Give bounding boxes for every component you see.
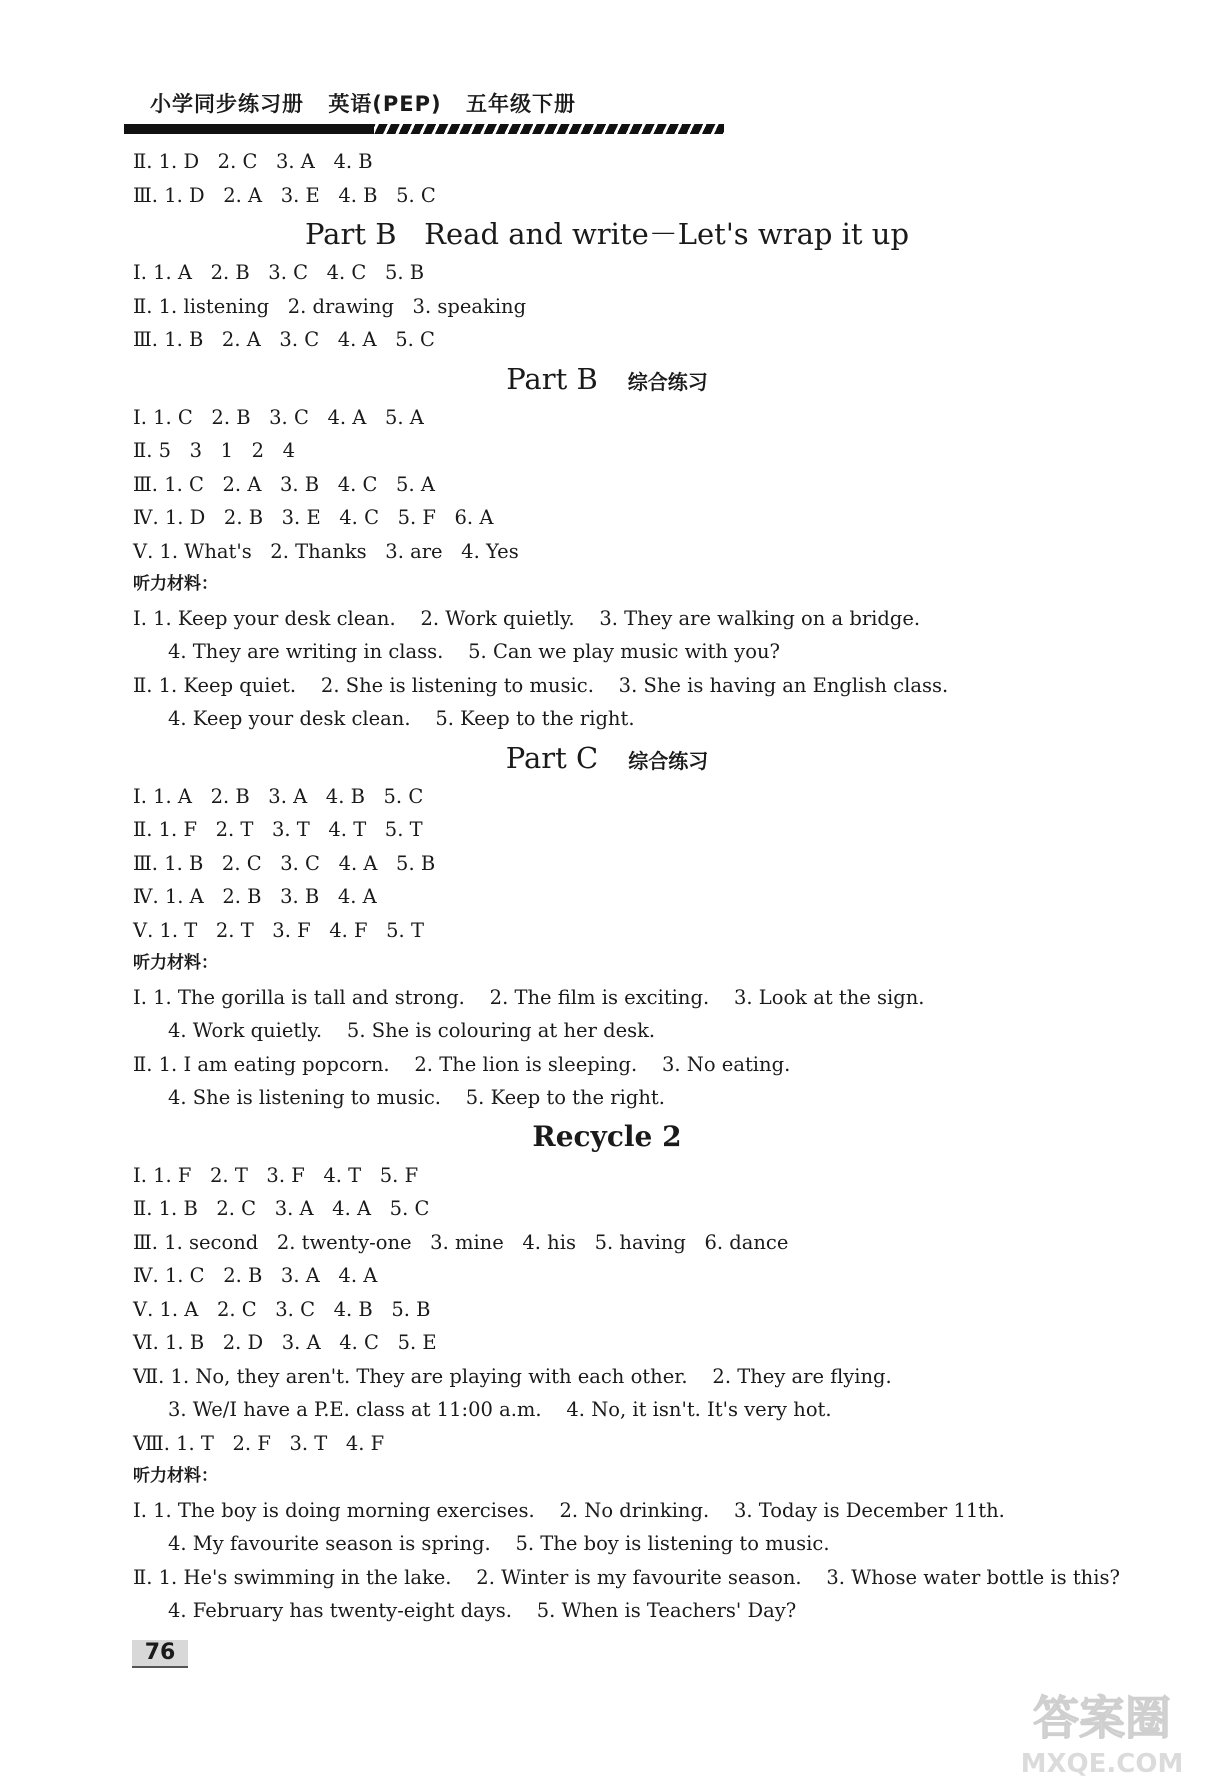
section-heading-text: Part C [505,740,599,775]
answer-line: Ⅱ. 1. D 2. C 3. A 4. B [133,150,373,173]
answer-line: Ⅰ. 1. C 2. B 3. C 4. A 5. A [133,405,424,429]
answer-line: Ⅷ. 1. T 2. F 3. T 4. F [133,1431,385,1455]
book-title: 小学同步练习册 [150,92,304,116]
answer-line: Ⅱ. 1. He's swimming in the lake. 2. Winter is my favourite season. 3. Whose water bottle is this? [133,1565,1120,1589]
page-number: 76 [132,1640,188,1668]
subject-label: 英语(PEP) [328,92,442,116]
answer-line: Ⅰ. 1. A 2. B 3. C 4. C 5. B [133,261,425,284]
answer-line: Ⅱ. 1. I am eating popcorn. 2. The lion is sleeping. 3. No eating. [133,1052,791,1076]
answer-content [0,145,1214,1628]
answer-line: Ⅲ. 1. C 2. A 3. B 4. C 5. A [133,472,435,496]
answer-line: Ⅴ. 1. A 2. C 3. C 4. B 5. B [133,1297,431,1321]
answer-line: Ⅱ. 1. Keep quiet. 2. She is listening to music. 3. She is having an English class. [133,673,949,697]
answer-line: 4. She is listening to music. 5. Keep to the right. [168,1086,665,1109]
section-heading [0,1115,1214,1159]
answer-line: Ⅲ. 1. D 2. A 3. E 4. B 5. C [133,183,436,207]
section-heading-cn: 综合练习 [627,369,708,394]
answer-line: 3. We/I have a P.E. class at 11:00 a.m. 4. No, it isn't. It's very hot. [168,1398,832,1421]
listening-material-label: 听力材料： [133,574,218,594]
answer-line: Ⅰ. 1. F 2. T 3. F 4. T 5. F [133,1163,419,1187]
watermark-url: MXQE.COM [1020,1749,1184,1779]
answer-line: Ⅱ. 5 3 1 2 4 [133,439,296,462]
answer-line: Ⅴ. 1. What's 2. Thanks 3. are 4. Yes [133,539,519,563]
section-heading-text: Recycle 2 [532,1119,682,1153]
answer-line: 4. Keep your desk clean. 5. Keep to the right. [168,707,635,730]
listening-material-label: 听力材料： [133,1466,218,1486]
answer-line: Ⅶ. 1. No, they aren't. They are playing with each other. 2. They are flying. [133,1364,892,1388]
answer-line: Ⅴ. 1. T 2. T 3. F 4. F 5. T [133,918,424,942]
running-header [150,88,592,118]
section-heading [0,736,1214,780]
answer-line: Ⅱ. 1. F 2. T 3. T 4. T 5. T [133,818,423,841]
answer-line: Ⅲ. 1. B 2. A 3. C 4. A 5. C [133,328,435,351]
answer-line: Ⅲ. 1. B 2. C 3. C 4. A 5. B [133,851,436,875]
section-heading-text: Part B [506,361,598,396]
answer-line: Ⅰ. 1. The gorilla is tall and strong. 2. The film is exciting. 3. Look at the sign. [133,985,925,1009]
answer-line: Ⅱ. 1. B 2. C 3. A 4. A 5. C [133,1197,430,1220]
answer-line: Ⅰ. 1. Keep your desk clean. 2. Work quietly. 3. They are walking on a bridge. [133,606,921,630]
answer-line: 4. February has twenty-eight days. 5. When is Teachers' Day? [168,1599,797,1622]
watermark-text: 答案圈 [1033,1691,1171,1745]
watermark-logo [1012,1672,1192,1782]
answer-line: 4. They are writing in class. 5. Can we play music with you? [168,640,780,663]
section-heading [0,357,1214,401]
answer-line: Ⅳ. 1. A 2. B 3. B 4. A [133,885,377,908]
grade-label: 五年级下册 [465,92,576,116]
answer-line: Ⅰ. 1. A 2. B 3. A 4. B 5. C [133,784,424,808]
header-rule [124,124,724,134]
answer-line: Ⅱ. 1. listening 2. drawing 3. speaking [133,294,527,318]
answer-line: 4. My favourite season is spring. 5. The boy is listening to music. [168,1532,830,1555]
answer-line: Ⅳ. 1. D 2. B 3. E 4. C 5. F 6. A [133,506,494,529]
answer-line: Ⅳ. 1. C 2. B 3. A 4. A [133,1264,378,1287]
listening-material-label: 听力材料： [133,953,218,973]
answer-line: Ⅵ. 1. B 2. D 3. A 4. C 5. E [133,1331,437,1354]
section-heading-cn: 综合练习 [628,748,709,773]
section-heading-text: Part B Read and write－Let's wrap it up [304,217,910,251]
answer-line: Ⅲ. 1. second 2. twenty-one 3. mine 4. his 5. having 6. dance [133,1230,789,1254]
answer-line: Ⅰ. 1. The boy is doing morning exercises. 2. No drinking. 3. Today is December 11th. [133,1498,1005,1522]
answer-line: 4. Work quietly. 5. She is colouring at her desk. [168,1019,656,1042]
section-heading [0,212,1214,256]
